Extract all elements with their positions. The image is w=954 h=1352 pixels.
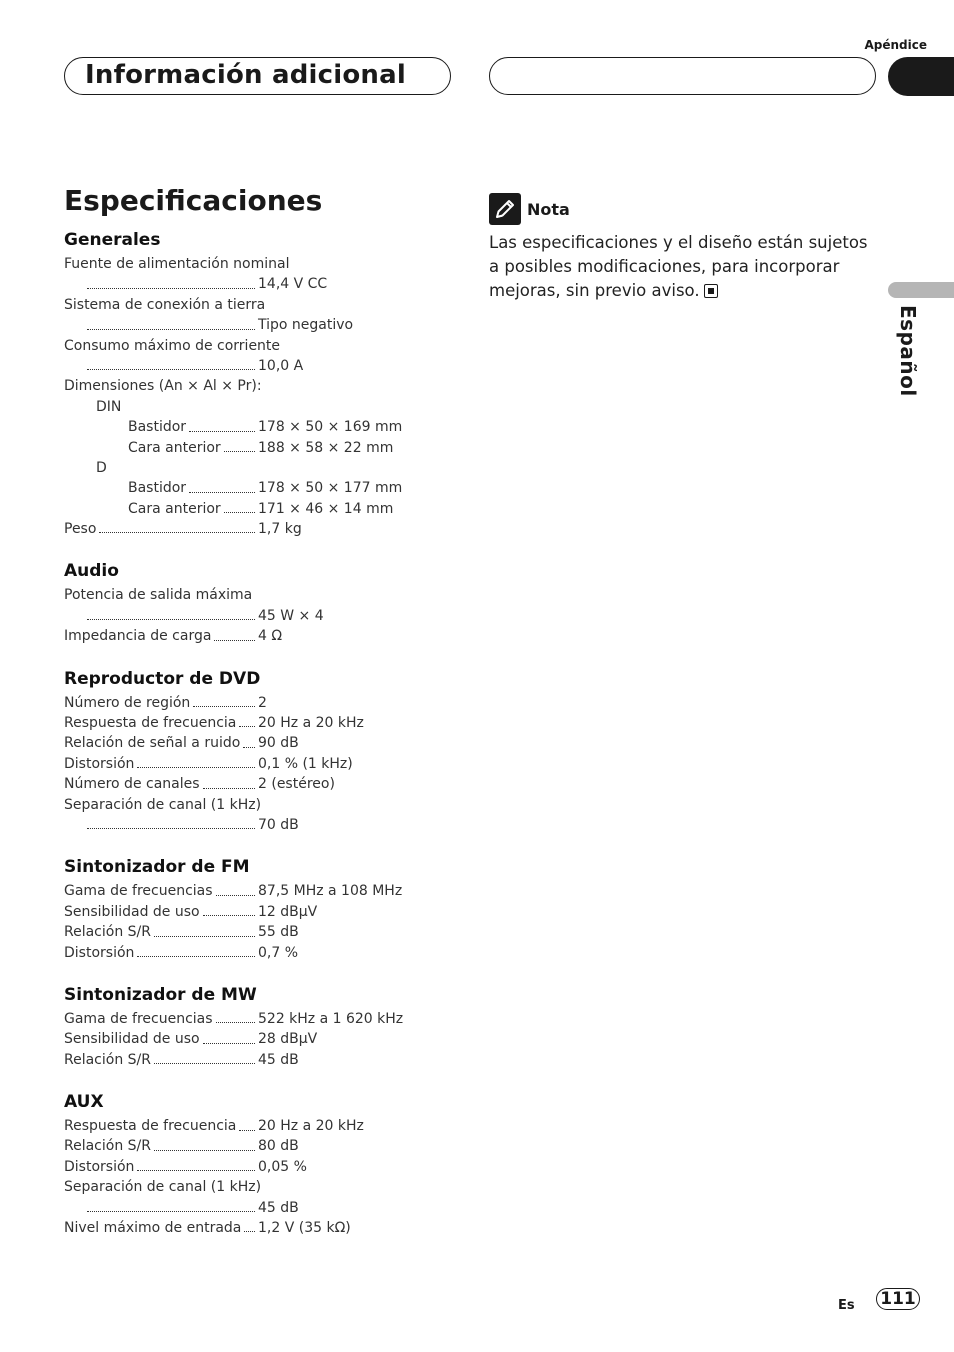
- spec-label: D: [96, 459, 107, 476]
- spec-row: [64, 1116, 424, 1136]
- note-block: [489, 193, 869, 303]
- dot-leader: [154, 936, 255, 937]
- spec-label: Potencia de salida máxima: [64, 587, 253, 604]
- spec-label: Gama de frecuencias: [64, 883, 213, 900]
- spec-label: Sensibilidad de uso: [64, 1031, 200, 1048]
- dot-leader: [154, 1063, 255, 1064]
- spec-value: 0,7 %: [258, 944, 299, 961]
- dot-leader: [137, 956, 255, 957]
- pencil-note-icon: [489, 193, 521, 225]
- spec-label: Sistema de conexión a tierra: [64, 296, 266, 313]
- spec-row: [64, 902, 424, 922]
- dot-leader: [99, 532, 255, 533]
- spec-section-title: Reproductor de DVD: [64, 668, 261, 689]
- spec-label: Impedancia de carga: [64, 628, 212, 645]
- end-square-icon: [704, 284, 718, 298]
- dot-leader: [154, 1150, 255, 1151]
- page-title: Especificaciones: [64, 184, 323, 217]
- dot-leader: [216, 895, 255, 896]
- spec-value: 522 kHz a 1 620 kHz: [258, 1010, 404, 1027]
- spec-value: 2: [258, 694, 267, 711]
- spec-row: [64, 499, 424, 519]
- spec-value: 171 × 46 × 14 mm: [258, 500, 394, 517]
- spec-row: [64, 713, 424, 733]
- dot-leader: [87, 1211, 255, 1212]
- language-label: Español: [896, 305, 920, 397]
- spec-row: [64, 356, 424, 376]
- dot-leader: [189, 431, 255, 432]
- dot-leader: [87, 369, 255, 370]
- spec-label: Separación de canal (1 kHz): [64, 796, 262, 813]
- spec-label: Bastidor: [128, 480, 187, 497]
- section-title: Información adicional: [85, 60, 406, 90]
- spec-row: [64, 438, 424, 458]
- chapter-tab: [888, 57, 954, 96]
- dot-leader: [214, 640, 255, 641]
- spec-value: 20 Hz a 20 kHz: [258, 1118, 364, 1135]
- note-text: [489, 231, 869, 303]
- spec-row: [64, 693, 424, 713]
- spec-value: 1,2 V (35 kΩ): [258, 1220, 351, 1237]
- spec-value: 10,0 A: [258, 357, 304, 374]
- spec-row: [64, 519, 424, 539]
- spec-value: 0,1 % (1 kHz): [258, 755, 353, 772]
- language-tab: [888, 282, 954, 298]
- dot-leader: [239, 1130, 255, 1131]
- spec-row: [64, 397, 424, 417]
- page-number: 111: [876, 1288, 920, 1310]
- dot-leader: [216, 1022, 255, 1023]
- spec-row: [64, 795, 424, 815]
- spec-value: 55 dB: [258, 924, 299, 941]
- spec-value: 178 × 50 × 169 mm: [258, 419, 403, 436]
- spec-row: [64, 254, 424, 274]
- spec-row: [64, 1137, 424, 1157]
- dot-leader: [243, 747, 255, 748]
- spec-row: [64, 458, 424, 478]
- spec-row: [64, 774, 424, 794]
- spec-row: [64, 606, 424, 626]
- spec-value: 80 dB: [258, 1138, 299, 1155]
- spec-value: 12 dBμV: [258, 903, 318, 920]
- dot-leader: [87, 329, 255, 330]
- dot-leader: [193, 706, 255, 707]
- spec-value: 45 W × 4: [258, 607, 324, 624]
- spec-row: [64, 1177, 424, 1197]
- spec-value: 45 dB: [258, 1051, 299, 1068]
- spec-label: Cara anterior: [128, 500, 221, 517]
- spec-section: [64, 855, 424, 963]
- spec-value: 87,5 MHz a 108 MHz: [258, 883, 403, 900]
- dot-leader: [244, 1231, 255, 1232]
- spec-label: Relación S/R: [64, 1138, 151, 1155]
- dot-leader: [87, 288, 255, 289]
- spec-value: 178 × 50 × 177 mm: [258, 480, 403, 497]
- spec-section-title: Audio: [64, 561, 119, 582]
- spec-label: Cara anterior: [128, 439, 221, 456]
- spec-value: 14,4 V CC: [258, 276, 328, 293]
- spec-value: 28 dBμV: [258, 1031, 318, 1048]
- spec-label: Distorsión: [64, 1158, 135, 1175]
- spec-row: [64, 815, 424, 835]
- spec-section: [64, 667, 424, 836]
- spec-label: Nivel máximo de entrada: [64, 1220, 242, 1237]
- spec-row: [64, 295, 424, 315]
- spec-row: [64, 1198, 424, 1218]
- spec-value: Tipo negativo: [258, 317, 354, 334]
- spec-label: Fuente de alimentación nominal: [64, 255, 290, 272]
- spec-row: [64, 1157, 424, 1177]
- spec-row: [64, 417, 424, 437]
- spec-value: 0,05 %: [258, 1158, 307, 1175]
- note-body: Las especificaciones y el diseño están sujetos a posibles modificaciones, para incorporar mejoras, sin previo aviso.: [489, 233, 868, 300]
- dot-leader: [203, 915, 255, 916]
- spec-row: [64, 626, 424, 646]
- dot-leader: [189, 492, 255, 493]
- spec-row: [64, 943, 424, 963]
- spec-row: [64, 922, 424, 942]
- spec-row: [64, 1029, 424, 1049]
- section-header: [64, 57, 451, 95]
- spec-section: [64, 228, 424, 539]
- spec-row: [64, 478, 424, 498]
- dot-leader: [87, 619, 255, 620]
- spec-label: Número de región: [64, 694, 191, 711]
- spec-row: [64, 733, 424, 753]
- spec-section-title: Sintonizador de FM: [64, 857, 250, 878]
- spec-section: [64, 983, 424, 1070]
- spec-row: [64, 881, 424, 901]
- spec-label: Relación S/R: [64, 924, 151, 941]
- spec-value: 2 (estéreo): [258, 776, 335, 793]
- spec-row: [64, 754, 424, 774]
- spec-label: Consumo máximo de corriente: [64, 337, 281, 354]
- spec-row: [64, 376, 424, 396]
- spec-section: [64, 559, 424, 646]
- header-empty-box: [489, 57, 876, 95]
- spec-row: [64, 315, 424, 335]
- spec-value: 188 × 58 × 22 mm: [258, 439, 394, 456]
- spec-section-title: Generales: [64, 230, 161, 250]
- dot-leader: [87, 828, 255, 829]
- dot-leader: [203, 1043, 255, 1044]
- spec-row: [64, 1218, 424, 1238]
- specifications-list: [64, 228, 424, 1258]
- note-header: [489, 193, 869, 225]
- spec-label: Respuesta de frecuencia: [64, 1118, 237, 1135]
- spec-label: Gama de frecuencias: [64, 1010, 213, 1027]
- dot-leader: [224, 512, 255, 513]
- spec-label: Número de canales: [64, 776, 200, 793]
- dot-leader: [224, 451, 255, 452]
- spec-label: Respuesta de frecuencia: [64, 715, 237, 732]
- spec-value: 45 dB: [258, 1199, 299, 1216]
- note-label: Nota: [527, 199, 570, 219]
- spec-value: 70 dB: [258, 816, 299, 833]
- footer-lang-code: Es: [838, 1298, 855, 1313]
- spec-section-title: Sintonizador de MW: [64, 984, 257, 1005]
- spec-label: Relación S/R: [64, 1051, 151, 1068]
- spec-label: Dimensiones (An × Al × Pr):: [64, 378, 262, 395]
- spec-row: [64, 1050, 424, 1070]
- spec-label: Distorsión: [64, 944, 135, 961]
- appendix-label: Apéndice: [864, 38, 927, 52]
- spec-row: [64, 585, 424, 605]
- spec-row: [64, 336, 424, 356]
- spec-section-title: AUX: [64, 1092, 104, 1113]
- spec-label: DIN: [96, 398, 122, 415]
- spec-row: [64, 1009, 424, 1029]
- spec-value: 90 dB: [258, 735, 299, 752]
- dot-leader: [137, 1170, 255, 1171]
- spec-label: Relación de señal a ruido: [64, 735, 241, 752]
- spec-label: Sensibilidad de uso: [64, 903, 200, 920]
- spec-label: Bastidor: [128, 419, 187, 436]
- spec-label: Peso: [64, 521, 97, 538]
- dot-leader: [203, 788, 255, 789]
- spec-value: 1,7 kg: [258, 521, 302, 538]
- spec-label: Distorsión: [64, 755, 135, 772]
- dot-leader: [137, 767, 255, 768]
- spec-value: 20 Hz a 20 kHz: [258, 715, 364, 732]
- dot-leader: [239, 726, 255, 727]
- spec-row: [64, 274, 424, 294]
- spec-value: 4 Ω: [258, 628, 283, 645]
- spec-section: [64, 1090, 424, 1238]
- spec-label: Separación de canal (1 kHz): [64, 1179, 262, 1196]
